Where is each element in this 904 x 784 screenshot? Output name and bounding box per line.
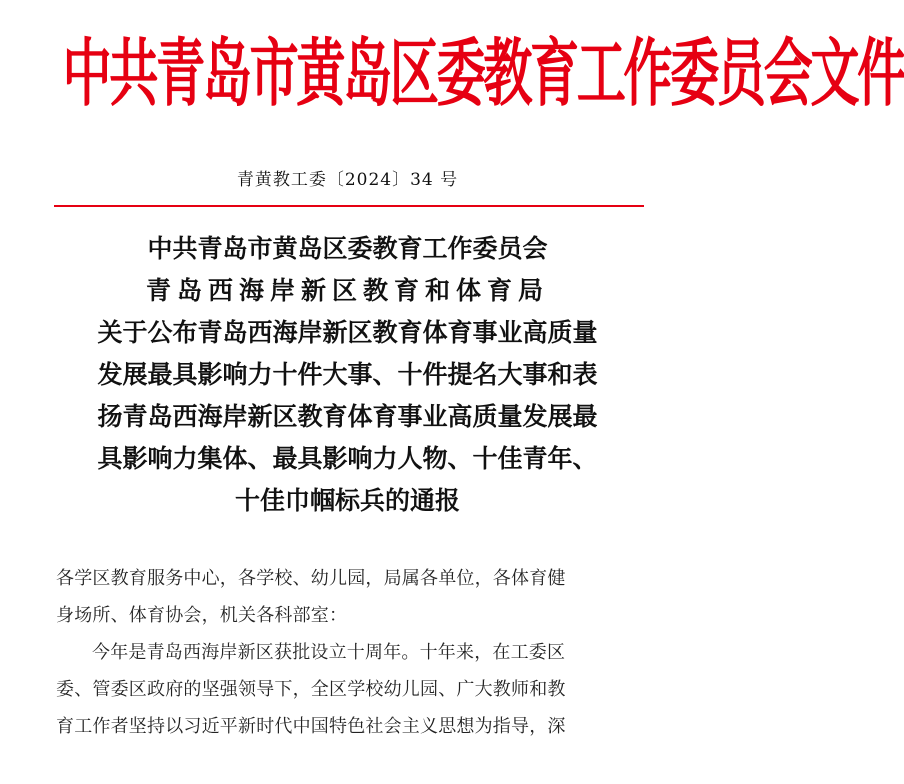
document-body <box>56 560 646 745</box>
title-line: 发展最具影响力十件大事、十件提名大事和表 <box>97 360 598 389</box>
title-line: 十佳巾帼标兵的通报 <box>234 486 460 515</box>
body-line-paragraph: 今年是青岛西海岸新区获批设立十周年。十年来，在工委区 <box>92 642 566 663</box>
title-line-issuer-1: 中共青岛市黄岛区委教育工作委员会 <box>147 234 548 263</box>
body-line-paragraph: 委、管委区政府的坚强领导下，全区学校幼儿园、广大教师和教 <box>56 679 566 700</box>
body-line-addressees: 各学区教育服务中心，各学校、幼儿园，局属各单位，各体育健 <box>56 568 566 589</box>
body-line-paragraph: 育工作者坚持以习近平新时代中国特色社会主义思想为指导，深 <box>56 716 566 737</box>
red-divider-line <box>54 205 644 207</box>
body-line-addressees: 身场所、体育协会，机关各科部室： <box>56 605 348 626</box>
title-line: 关于公布青岛西海岸新区教育体育事业高质量 <box>97 318 598 347</box>
title-line: 扬青岛西海岸新区教育体育事业高质量发展最 <box>97 402 598 431</box>
title-line-issuer-2: 青岛西海岸新区教育和体育局 <box>145 276 549 305</box>
document-title <box>40 228 655 522</box>
document-number: 青黄教工委〔2024〕34 号 <box>236 170 459 190</box>
title-line: 具影响力集体、最具影响力人物、十佳青年、 <box>97 444 598 473</box>
document-masthead: 中共青岛市黄岛区委教育工作委员会文件 <box>62 31 904 117</box>
